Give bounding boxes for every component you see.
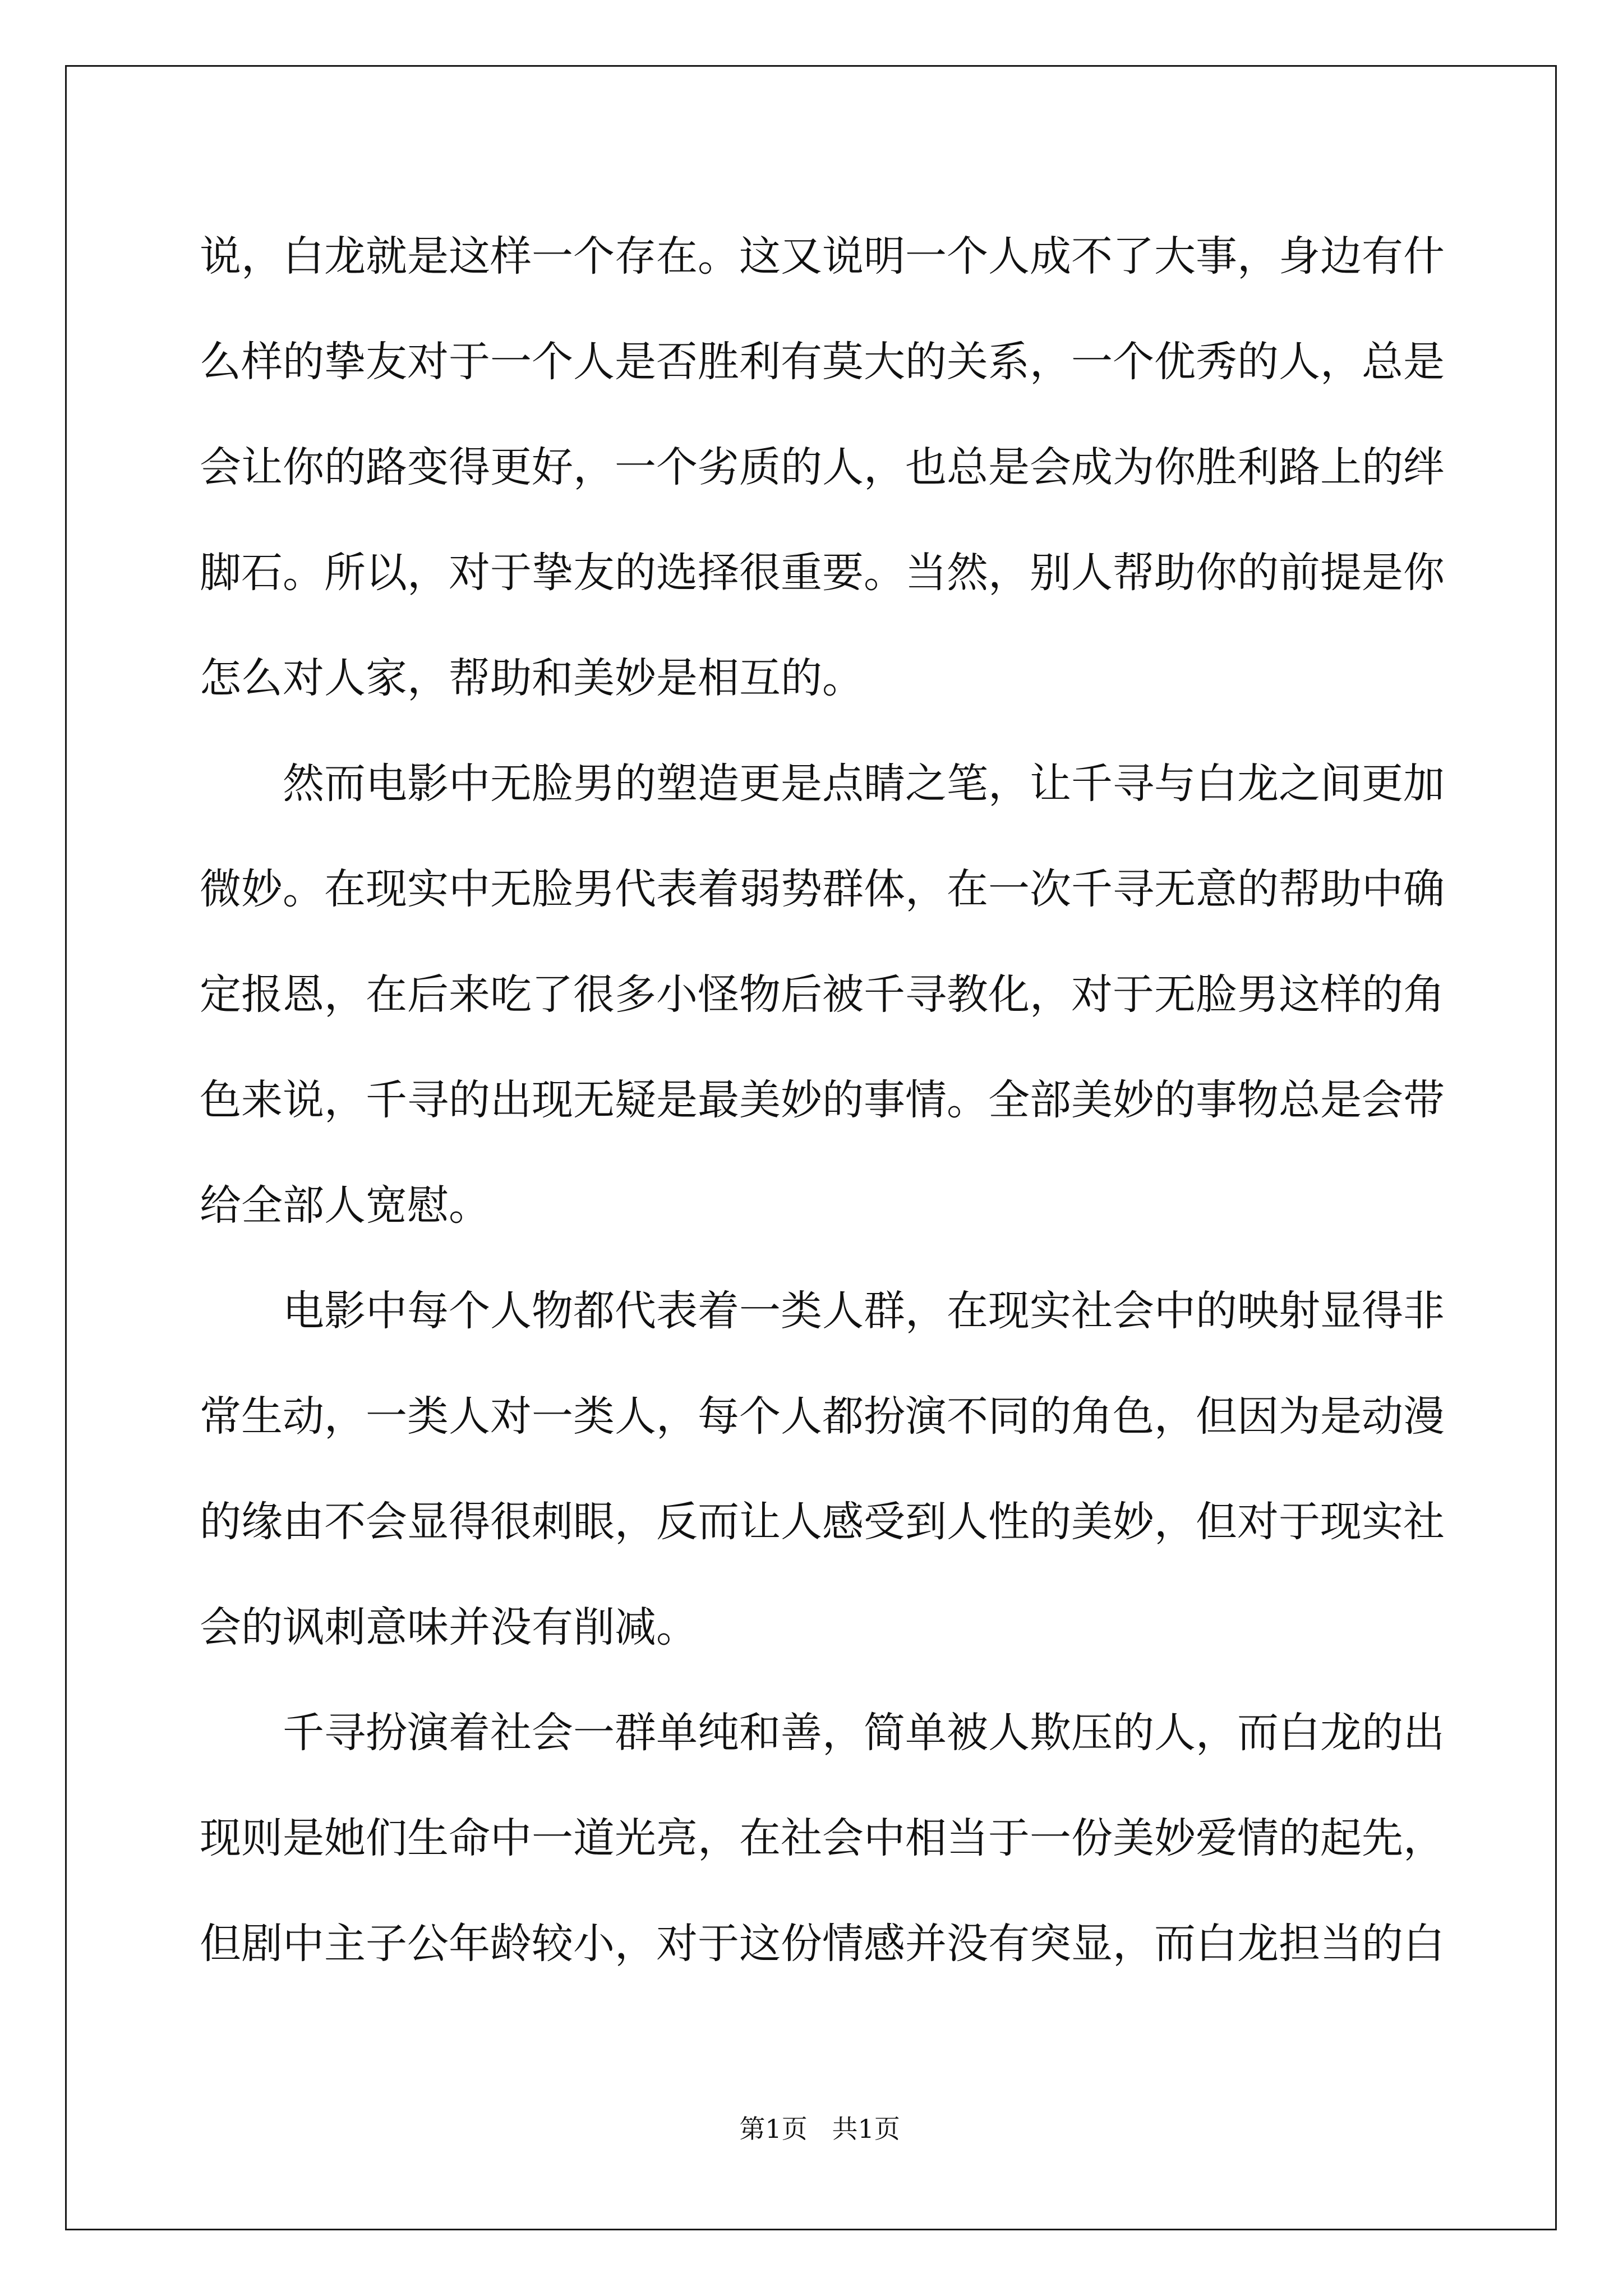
document-body <box>200 204 1445 1996</box>
paragraph-4 <box>200 1680 1445 1996</box>
text-line: 会的讽刺意味并没有削减。 <box>200 1603 698 1651</box>
text-line: 脚石。所以，对于挚友的选择很重要。当然，别人帮助你的前提是你 <box>200 549 1445 597</box>
paragraph-1 <box>200 204 1445 731</box>
page-number: 第1页 共1页 <box>739 2114 900 2144</box>
page-footer <box>0 2078 1623 2146</box>
text-line: 怎么对人家，帮助和美妙是相互的。 <box>200 654 864 702</box>
text-line: 色来说，千寻的出现无疑是最美妙的事情。全部美妙的事物总是会带 <box>200 1076 1445 1124</box>
text-line: 但剧中主子公年龄较小，对于这份情感并没有突显，而白龙担当的白 <box>200 1920 1445 1968</box>
text-line: 微妙。在现实中无脸男代表着弱势群体，在一次千寻无意的帮助中确 <box>200 865 1445 913</box>
text-line: 千寻扮演着社会一群单纯和善，简单被人欺压的人，而白龙的出 <box>283 1709 1445 1757</box>
paragraph-3 <box>200 1258 1445 1680</box>
text-line: 的缘由不会显得很刺眼，反而让人感受到人性的美妙，但对于现实社 <box>200 1498 1445 1546</box>
paragraph-2 <box>200 731 1445 1258</box>
text-line: 电影中每个人物都代表着一类人群，在现实社会中的映射显得非 <box>283 1287 1445 1335</box>
text-line: 定报恩，在后来吃了很多小怪物后被千寻教化，对于无脸男这样的角 <box>200 970 1445 1019</box>
text-line: 么样的挚友对于一个人是否胜利有莫大的关系，一个优秀的人，总是 <box>200 338 1445 386</box>
text-line: 然而电影中无脸男的塑造更是点睛之笔，让千寻与白龙之间更加 <box>283 760 1445 808</box>
text-line: 说，白龙就是这样一个存在。这又说明一个人成不了大事，身边有什 <box>200 232 1445 280</box>
text-line: 常生动，一类人对一类人，每个人都扮演不同的角色，但因为是动漫 <box>200 1392 1445 1441</box>
text-line: 会让你的路变得更好，一个劣质的人，也总是会成为你胜利路上的绊 <box>200 443 1445 491</box>
text-line: 现则是她们生命中一道光亮，在社会中相当于一份美妙爱情的起先， <box>200 1814 1445 1862</box>
text-line: 给全部人宽慰。 <box>200 1181 490 1230</box>
